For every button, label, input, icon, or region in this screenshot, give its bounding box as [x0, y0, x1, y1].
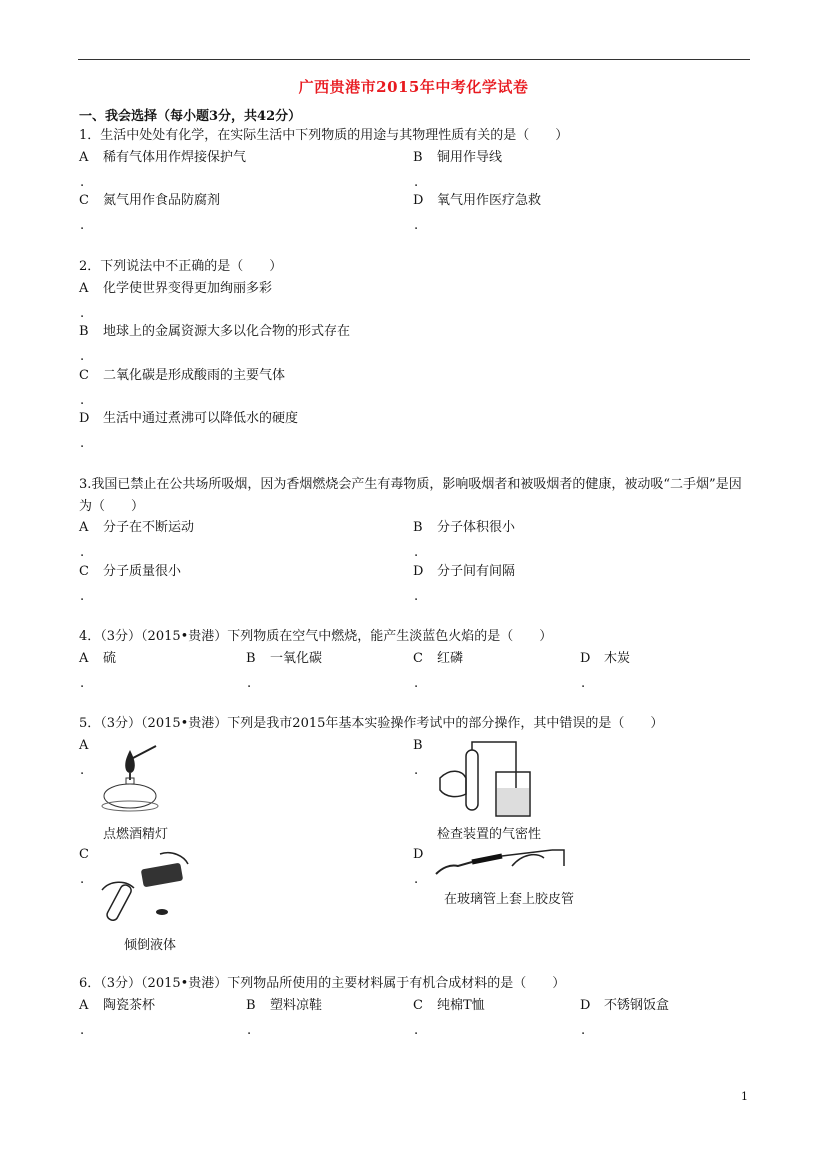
option-dot: .	[581, 1023, 586, 1038]
option-dot: .	[80, 589, 85, 604]
q4-option-c[interactable]: C 红磷	[413, 651, 464, 666]
q6-option-d[interactable]: D 不锈钢饭盒	[580, 998, 670, 1013]
header-rule	[78, 59, 750, 60]
q4-option-b[interactable]: B 一氧化碳	[246, 651, 323, 666]
option-dot: .	[581, 676, 586, 691]
option-dot: .	[247, 676, 252, 691]
question-2-stem: 2．下列说法中不正确的是（ ）	[79, 259, 283, 274]
q5-option-c-caption: 倾倒液体	[124, 938, 177, 953]
q1-option-a[interactable]: A 稀有气体用作焊接保护气	[79, 150, 247, 165]
option-dot: .	[414, 175, 419, 190]
option-dot: .	[80, 306, 85, 321]
option-dot: .	[414, 218, 419, 233]
q5-option-d-letter[interactable]: D	[413, 847, 424, 862]
q2-option-d[interactable]: D 生活中通过煮沸可以降低水的硬度	[79, 411, 299, 426]
q1-option-d[interactable]: D 氧气用作医疗急救	[413, 193, 542, 208]
q5-option-a-caption: 点燃酒精灯	[103, 827, 169, 842]
option-dot: .	[80, 218, 85, 233]
option-dot: .	[80, 872, 85, 887]
option-dot: .	[80, 763, 85, 778]
option-dot: .	[414, 545, 419, 560]
alcohol-lamp-figure	[100, 742, 160, 814]
q3-option-a[interactable]: A 分子在不断运动	[79, 520, 195, 535]
q6-option-a[interactable]: A 陶瓷茶杯	[79, 998, 156, 1013]
q5-option-b-letter[interactable]: B	[413, 738, 423, 753]
question-6-stem: 6．（3分）（2015•贵港）下列物品所使用的主要材料属于有机合成材料的是（ ）	[79, 976, 566, 991]
question-5-stem: 5．（3分）（2015•贵港）下列是我市2015年基本实验操作考试中的部分操作，其中错误的是（ ）	[79, 716, 664, 731]
q5-option-d-caption: 在玻璃管上套上胶皮管	[444, 892, 575, 907]
q2-option-c[interactable]: C 二氧化碳是形成酸雨的主要气体	[79, 368, 286, 383]
option-dot: .	[80, 175, 85, 190]
option-dot: .	[414, 589, 419, 604]
option-dot: .	[414, 1023, 419, 1038]
q4-option-a[interactable]: A 硫	[79, 651, 117, 666]
option-dot: .	[80, 1023, 85, 1038]
q5-option-b-caption: 检查装置的气密性	[437, 827, 542, 842]
option-dot: .	[80, 349, 85, 364]
q6-option-b[interactable]: B 塑料凉鞋	[246, 998, 323, 1013]
page-number: 1	[741, 1090, 748, 1103]
option-dot: .	[247, 1023, 252, 1038]
option-dot: .	[80, 436, 85, 451]
q2-option-b[interactable]: B 地球上的金属资源大多以化合物的形式存在	[79, 324, 351, 339]
option-dot: .	[80, 676, 85, 691]
q5-option-a-letter[interactable]: A	[79, 738, 89, 753]
question-1-stem: 1．生活中处处有化学，在实际生活中下列物质的用途与其物理性质有关的是（ ）	[79, 128, 569, 143]
q3-option-c[interactable]: C 分子质量很小	[79, 564, 182, 579]
section-heading: 一、我会选择（每小题3分，共42分）	[79, 109, 302, 124]
option-dot: .	[414, 872, 419, 887]
option-dot: .	[80, 545, 85, 560]
page-title: 广西贵港市2015年中考化学试卷	[298, 78, 529, 96]
option-dot: .	[414, 676, 419, 691]
question-3-stem: 3.我国已禁止在公共场所吸烟，因为香烟燃烧会产生有毒物质，影响吸烟者和被吸烟者的健康，被动吸“二手烟”是因为（ ）	[79, 477, 742, 514]
option-dot: .	[414, 763, 419, 778]
q2-option-a[interactable]: A 化学使世界变得更加绚丽多彩	[79, 281, 273, 296]
option-dot: .	[80, 393, 85, 408]
q3-option-b[interactable]: B 分子体积很小	[413, 520, 516, 535]
q6-option-c[interactable]: C 纯棉T恤	[413, 998, 485, 1013]
airtightness-check-figure	[436, 738, 536, 822]
rubber-tube-figure	[432, 844, 572, 884]
q4-option-d[interactable]: D 木炭	[580, 651, 631, 666]
question-4-stem: 4．（3分）（2015•贵港）下列物质在空气中燃烧，能产生淡蓝色火焰的是（ ）	[79, 629, 553, 644]
q1-option-c[interactable]: C 氮气用作食品防腐剂	[79, 193, 221, 208]
q1-option-b[interactable]: B 铜用作导线	[413, 150, 503, 165]
q5-option-c-letter[interactable]: C	[79, 847, 89, 862]
pouring-liquid-figure	[100, 850, 192, 922]
q3-option-d[interactable]: D 分子间有间隔	[413, 564, 516, 579]
